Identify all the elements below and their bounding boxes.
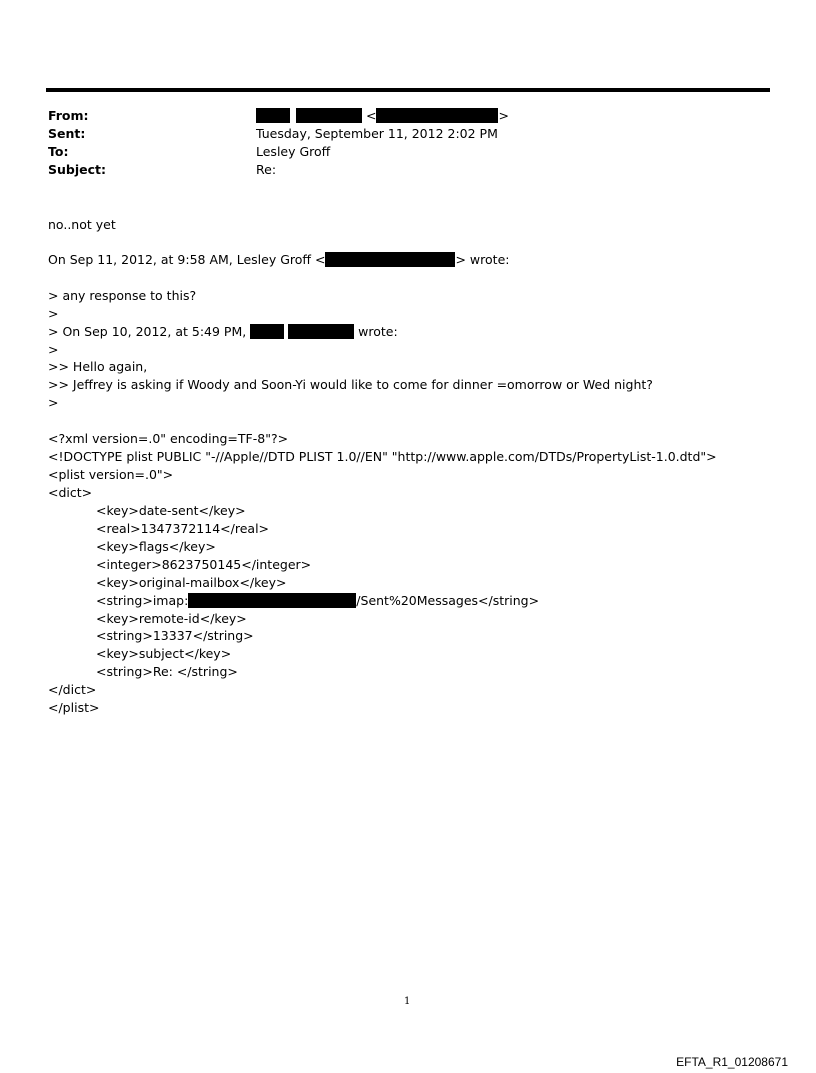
plist-line: <!DOCTYPE plist PUBLIC "-//Apple//DTD PLIST 1.0//EN" "http://www.apple.com/DTDs/PropertyList-1.0.dtd">: [48, 449, 717, 464]
quote-line: >: [48, 395, 59, 410]
from-label: From:: [48, 108, 89, 123]
quote-line: [48, 323, 398, 341]
quote-line-pre: > On Sep 10, 2012, at 5:49 PM,: [48, 324, 247, 339]
plist-line: <dict>: [48, 485, 93, 500]
plist-line: [96, 592, 539, 610]
quote-line: >> Hello again,: [48, 359, 148, 374]
header-rule: [46, 88, 770, 92]
from-value: [256, 107, 509, 125]
redaction-block: [188, 593, 356, 608]
plist-line: <key>flags</key>: [96, 539, 216, 554]
redaction-block: [288, 324, 354, 339]
reply-text: no..not yet: [48, 217, 116, 232]
sent-label: Sent:: [48, 126, 86, 141]
plist-line: <?xml version=.0" encoding=TF-8"?>: [48, 431, 289, 446]
redaction-block: [250, 324, 284, 339]
document-id: EFTA_R1_01208671: [676, 1055, 788, 1069]
sent-value: Tuesday, September 11, 2012 2:02 PM: [256, 126, 498, 141]
quote-line: >: [48, 306, 59, 321]
quote-line: > any response to this?: [48, 288, 197, 303]
plist-line: <key>date-sent</key>: [96, 503, 246, 518]
to-value: Lesley Groff: [256, 144, 331, 159]
subject-label: Subject:: [48, 162, 106, 177]
from-gt: >: [498, 108, 509, 123]
redaction-block: [296, 108, 362, 123]
quote-intro: [48, 251, 509, 269]
plist-line: <key>subject</key>: [96, 646, 232, 661]
plist-line: <string>Re: </string>: [96, 664, 238, 679]
quote-line: >: [48, 342, 59, 357]
to-label: To:: [48, 144, 69, 159]
quote-intro-post: > wrote:: [455, 252, 510, 267]
redaction-block: [376, 108, 498, 123]
plist-line-pre: <string>imap:: [96, 593, 189, 608]
quote-intro-pre: On Sep 11, 2012, at 9:58 AM, Lesley Groff <: [48, 252, 326, 267]
quote-line-post: wrote:: [358, 324, 398, 339]
plist-line: <key>remote-id</key>: [96, 611, 247, 626]
from-lt: <: [365, 108, 377, 123]
plist-line: </plist>: [48, 700, 100, 715]
plist-line: </dict>: [48, 682, 97, 697]
plist-line: <key>original-mailbox</key>: [96, 575, 287, 590]
redaction-block: [256, 108, 290, 123]
quote-line: >> Jeffrey is asking if Woody and Soon-Yi would like to come for dinner =omorrow or Wed night?: [48, 377, 653, 392]
page-number: 1: [404, 996, 411, 1007]
plist-line: <real>1347372114</real>: [96, 521, 270, 536]
plist-line-post: /Sent%20Messages</string>: [356, 593, 540, 608]
plist-line: <integer>8623750145</integer>: [96, 557, 312, 572]
plist-line: <plist version=.0">: [48, 467, 174, 482]
redaction-block: [325, 252, 455, 267]
subject-value: Re:: [256, 162, 277, 177]
plist-line: <string>13337</string>: [96, 628, 254, 643]
